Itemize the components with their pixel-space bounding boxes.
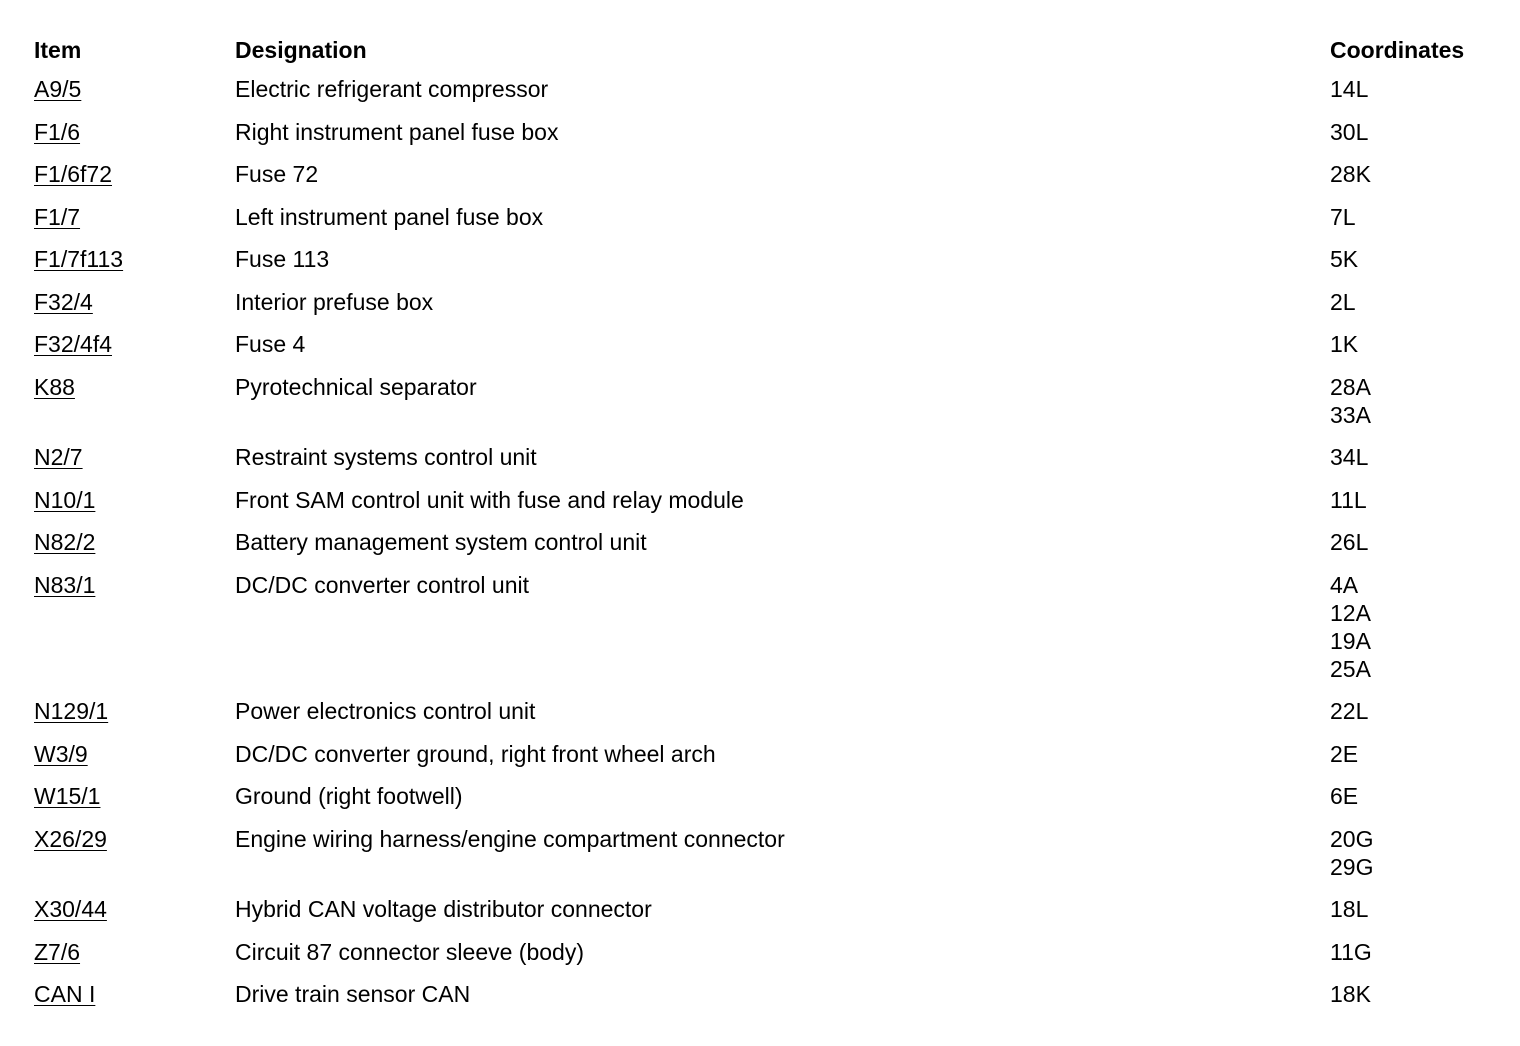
item-cell xyxy=(34,373,235,429)
item-link[interactable]: W3/9 xyxy=(34,740,88,767)
header-designation: Designation xyxy=(235,36,367,63)
table-row xyxy=(34,479,1494,522)
designation-cell: Restraint systems control unit xyxy=(235,444,537,470)
coordinate-value: 25A xyxy=(1330,655,1371,682)
header-item: Item xyxy=(34,36,82,63)
table-row xyxy=(34,690,1494,733)
coordinates-cell xyxy=(1330,571,1494,683)
item-cell xyxy=(34,75,235,103)
table-row xyxy=(34,323,1494,366)
item-cell xyxy=(34,160,235,188)
coordinates-cell xyxy=(1330,330,1494,358)
designation-cell: Fuse 113 xyxy=(235,246,330,272)
item-cell xyxy=(34,740,235,768)
item-link[interactable]: F1/7 xyxy=(34,203,81,230)
coordinate-value: 26L xyxy=(1330,529,1369,555)
item-cell xyxy=(34,486,235,514)
coordinate-value: 6E xyxy=(1330,783,1359,809)
designation-cell: Ground (right footwell) xyxy=(235,783,463,809)
coordinates-cell xyxy=(1330,895,1494,923)
coordinate-value: 28A xyxy=(1330,373,1371,400)
item-cell xyxy=(34,825,235,881)
coordinate-value: 33A xyxy=(1330,401,1371,428)
designation-cell: Left instrument panel fuse box xyxy=(235,203,544,230)
coordinate-value: 4A xyxy=(1330,571,1359,598)
item-cell xyxy=(34,571,235,683)
table-row xyxy=(34,153,1494,196)
coordinates-cell xyxy=(1330,75,1494,103)
table-header xyxy=(34,32,1494,68)
table-row xyxy=(34,366,1494,437)
coordinates-cell xyxy=(1330,980,1494,1008)
item-link[interactable]: F1/6 xyxy=(34,118,81,145)
coordinates-cell xyxy=(1330,288,1494,316)
item-link[interactable]: CAN I xyxy=(34,981,96,1007)
designation-cell: DC/DC converter control unit xyxy=(235,571,529,598)
item-link[interactable]: X26/29 xyxy=(34,825,107,852)
coordinates-cell xyxy=(1330,160,1494,188)
coordinate-value: 2E xyxy=(1330,740,1359,767)
coordinate-value: 34L xyxy=(1330,444,1369,470)
coordinate-value: 11G xyxy=(1330,938,1372,965)
coordinate-value: 1K xyxy=(1330,331,1359,357)
coordinate-value: 7L xyxy=(1330,203,1356,230)
item-link[interactable]: N129/1 xyxy=(34,698,109,724)
item-link[interactable]: W15/1 xyxy=(34,783,101,809)
table-row xyxy=(34,521,1494,564)
table-row xyxy=(34,436,1494,479)
table-row xyxy=(34,196,1494,239)
item-link[interactable]: X30/44 xyxy=(34,896,107,922)
component-legend-table xyxy=(34,32,1494,1016)
item-link[interactable]: N2/7 xyxy=(34,444,83,470)
coordinate-value: 2L xyxy=(1330,288,1356,315)
item-link[interactable]: A9/5 xyxy=(34,76,82,102)
table-row xyxy=(34,281,1494,324)
item-link[interactable]: N83/1 xyxy=(34,571,96,598)
item-cell xyxy=(34,782,235,810)
designation-cell: Circuit 87 connector sleeve (body) xyxy=(235,938,584,965)
item-cell xyxy=(34,697,235,725)
coordinate-value: 28K xyxy=(1330,161,1371,187)
coordinate-value: 14L xyxy=(1330,76,1369,102)
designation-cell: Right instrument panel fuse box xyxy=(235,118,559,145)
coordinates-cell xyxy=(1330,486,1494,514)
coordinate-value: 19A xyxy=(1330,627,1371,654)
coordinate-value: 11L xyxy=(1330,486,1367,513)
designation-cell: Engine wiring harness/engine compartment connector xyxy=(235,825,785,852)
table-row xyxy=(34,68,1494,111)
table-row xyxy=(34,888,1494,931)
item-link[interactable]: F32/4f4 xyxy=(34,331,112,357)
coordinates-cell xyxy=(1330,528,1494,556)
item-link[interactable]: N82/2 xyxy=(34,529,96,555)
item-cell xyxy=(34,980,235,1008)
item-link[interactable]: Z7/6 xyxy=(34,938,81,965)
coordinate-value: 30L xyxy=(1330,118,1369,145)
coordinates-cell xyxy=(1330,203,1494,231)
table-body xyxy=(34,68,1494,1016)
table-row xyxy=(34,931,1494,974)
item-link[interactable]: F32/4 xyxy=(34,288,93,315)
designation-cell: Fuse 72 xyxy=(235,161,319,187)
coordinates-cell xyxy=(1330,245,1494,273)
coordinate-value: 29G xyxy=(1330,853,1374,880)
coordinates-cell xyxy=(1330,697,1494,725)
coordinates-cell xyxy=(1330,443,1494,471)
item-cell xyxy=(34,203,235,231)
item-cell xyxy=(34,443,235,471)
coordinates-cell xyxy=(1330,740,1494,768)
item-cell xyxy=(34,245,235,273)
table-row xyxy=(34,564,1494,691)
designation-cell: Power electronics control unit xyxy=(235,698,536,724)
designation-cell: Drive train sensor CAN xyxy=(235,981,471,1007)
designation-cell: Interior prefuse box xyxy=(235,288,434,315)
designation-cell: Hybrid CAN voltage distributor connector xyxy=(235,896,652,922)
coordinates-cell xyxy=(1330,118,1494,146)
coordinate-value: 12A xyxy=(1330,599,1371,626)
item-link[interactable]: K88 xyxy=(34,373,75,400)
item-cell xyxy=(34,288,235,316)
header-coordinates: Coordinates xyxy=(1330,36,1465,63)
coordinates-cell xyxy=(1330,938,1494,966)
item-cell xyxy=(34,330,235,358)
table-row xyxy=(34,973,1494,1016)
designation-cell: Battery management system control unit xyxy=(235,529,647,555)
table-row xyxy=(34,238,1494,281)
item-cell xyxy=(34,895,235,923)
item-link[interactable]: F1/6f72 xyxy=(34,161,112,187)
coordinates-cell xyxy=(1330,373,1494,429)
designation-cell: DC/DC converter ground, right front wheel arch xyxy=(235,740,716,767)
coordinates-cell xyxy=(1330,782,1494,810)
designation-cell: Electric refrigerant compressor xyxy=(235,76,549,102)
coordinate-value: 22L xyxy=(1330,698,1369,724)
table-row xyxy=(34,111,1494,154)
designation-cell: Fuse 4 xyxy=(235,331,306,357)
item-cell xyxy=(34,528,235,556)
table-row xyxy=(34,775,1494,818)
item-link[interactable]: N10/1 xyxy=(34,486,96,513)
table-row xyxy=(34,818,1494,889)
item-cell xyxy=(34,938,235,966)
coordinate-value: 18L xyxy=(1330,896,1369,922)
designation-cell: Pyrotechnical separator xyxy=(235,373,477,400)
table-row xyxy=(34,733,1494,776)
coordinate-value: 5K xyxy=(1330,246,1359,272)
item-link[interactable]: F1/7f113 xyxy=(34,246,124,272)
coordinates-cell xyxy=(1330,825,1494,881)
item-cell xyxy=(34,118,235,146)
designation-cell: Front SAM control unit with fuse and relay module xyxy=(235,486,744,513)
coordinate-value: 18K xyxy=(1330,981,1371,1007)
coordinate-value: 20G xyxy=(1330,825,1374,852)
